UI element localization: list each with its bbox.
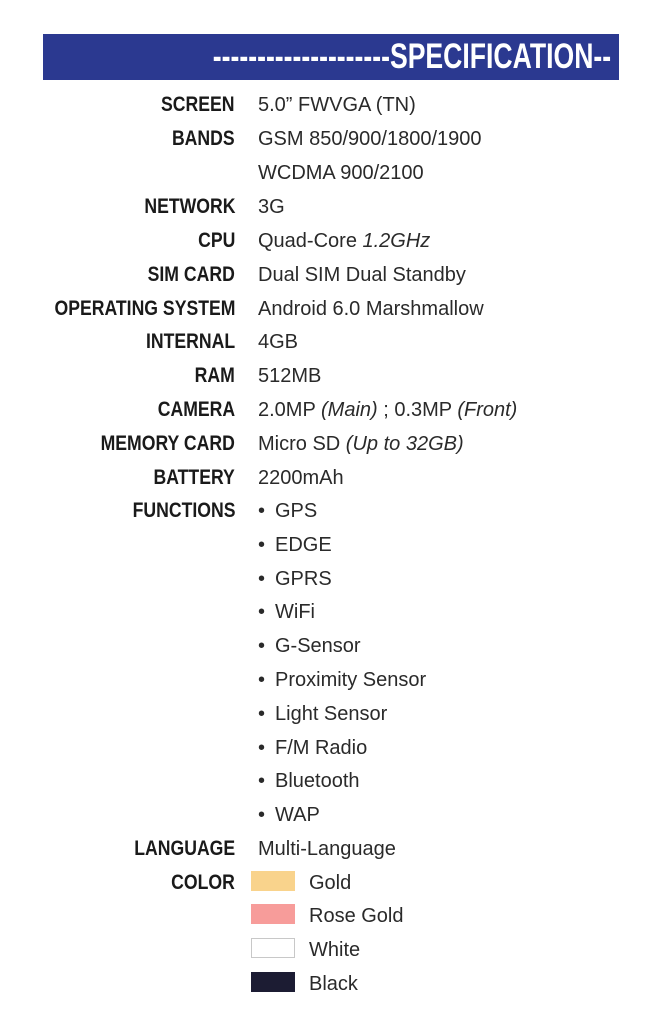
- function-name: G-Sensor: [275, 635, 361, 657]
- memory-card-type: Micro SD: [258, 433, 346, 455]
- bullet: •: [258, 669, 266, 691]
- function-item: [258, 566, 332, 592]
- spec-row-color: [0, 967, 661, 1001]
- front-camera-note: (Front): [457, 399, 518, 421]
- spec-label: COLOR: [171, 871, 235, 894]
- spec-row-language: [0, 832, 661, 866]
- spec-label: BANDS: [172, 127, 235, 150]
- spec-row-function: [0, 629, 661, 663]
- spec-value: [258, 228, 430, 254]
- function-name: GPS: [275, 500, 318, 522]
- bullet: •: [258, 737, 266, 759]
- spec-label: OPERATING SYSTEM: [54, 297, 235, 320]
- function-name: Proximity Sensor: [275, 669, 427, 691]
- color-swatch-white: [251, 938, 295, 958]
- spec-label: LANGUAGE: [134, 837, 235, 860]
- spec-row-function: [0, 731, 661, 765]
- function-item: [258, 633, 361, 659]
- function-name: Light Sensor: [275, 703, 388, 725]
- function-item: [258, 599, 315, 625]
- color-swatch-rose-gold: [251, 904, 295, 924]
- spec-value: WCDMA 900/2100: [258, 162, 424, 184]
- spec-row-camera: [0, 393, 661, 427]
- function-name: WiFi: [275, 601, 315, 623]
- spec-label: FUNCTIONS: [132, 499, 235, 522]
- spec-value: [258, 431, 464, 457]
- spec-value: 4GB: [258, 331, 299, 353]
- color-name: Gold: [309, 872, 352, 894]
- header-title: --------------------SPECIFICATION--: [212, 37, 611, 76]
- spec-value: 5.0” FWVGA (TN): [258, 94, 416, 116]
- spec-row-operating-system: [0, 292, 661, 326]
- function-name: GPRS: [275, 568, 332, 590]
- spec-row-cpu: [0, 224, 661, 258]
- color-name: White: [309, 939, 361, 961]
- spec-row-color: [0, 866, 661, 900]
- bullet: •: [258, 601, 266, 623]
- spec-row-bands-continued: [0, 156, 661, 190]
- bullet: •: [258, 770, 266, 792]
- spec-row-internal: [0, 325, 661, 359]
- spec-value: Dual SIM Dual Standby: [258, 264, 466, 286]
- function-item: [258, 667, 426, 693]
- spec-row-color: [0, 899, 661, 933]
- spec-label: SIM CARD: [147, 263, 235, 286]
- spec-row-sim-card: [0, 258, 661, 292]
- spec-row-function: [0, 697, 661, 731]
- spec-value: 3G: [258, 196, 285, 218]
- spec-label: INTERNAL: [145, 330, 235, 353]
- function-item: [258, 701, 387, 727]
- spec-label: RAM: [194, 364, 235, 387]
- spec-label: SCREEN: [161, 93, 235, 116]
- spec-label: NETWORK: [143, 195, 235, 218]
- cpu-type: Quad-Core: [258, 230, 363, 252]
- spec-value: Multi-Language: [258, 838, 396, 860]
- color-swatch-black: [251, 972, 295, 992]
- bullet: •: [258, 500, 266, 522]
- function-item: [258, 802, 320, 828]
- spec-label: CPU: [197, 229, 235, 252]
- color-name: Black: [309, 973, 358, 995]
- spec-row-memory-card: [0, 427, 661, 461]
- spec-row-ram: [0, 359, 661, 393]
- function-item: [258, 532, 332, 558]
- bullet: •: [258, 703, 266, 725]
- spec-row-screen: [0, 88, 661, 122]
- spec-value: 2200mAh: [258, 467, 344, 489]
- spec-value: Android 6.0 Marshmallow: [258, 298, 484, 320]
- spec-row-network: [0, 190, 661, 224]
- main-camera-value: 2.0MP: [258, 399, 321, 421]
- spec-row-color: [0, 933, 661, 967]
- spec-value: GSM 850/900/1800/1900: [258, 128, 482, 150]
- function-name: F/M Radio: [275, 737, 368, 759]
- memory-card-capacity: (Up to 32GB): [345, 433, 464, 455]
- spec-row-function: [0, 562, 661, 596]
- bullet: •: [258, 804, 266, 826]
- function-item: [258, 768, 360, 794]
- function-name: Bluetooth: [275, 770, 360, 792]
- color-swatch-gold: [251, 871, 295, 891]
- spec-label: MEMORY CARD: [100, 432, 235, 455]
- function-item: [258, 735, 367, 761]
- spec-row-functions: [0, 494, 661, 528]
- spec-row-function: [0, 528, 661, 562]
- front-camera-value: 0.3MP: [394, 399, 458, 421]
- spec-row-function: [0, 798, 661, 832]
- bullet: •: [258, 635, 266, 657]
- main-camera-note: (Main): [321, 399, 378, 421]
- color-name: Rose Gold: [309, 905, 404, 927]
- spec-row-function: [0, 764, 661, 798]
- function-name: EDGE: [275, 534, 332, 556]
- camera-separator: ;: [377, 399, 395, 421]
- spec-value: [258, 397, 517, 423]
- bullet: •: [258, 534, 266, 556]
- function-name: WAP: [275, 804, 320, 826]
- spec-value: 512MB: [258, 365, 322, 387]
- spec-row-bands: [0, 122, 661, 156]
- spec-row-battery: [0, 461, 661, 495]
- bullet: •: [258, 568, 266, 590]
- spec-row-function: [0, 663, 661, 697]
- function-item: [258, 498, 317, 524]
- cpu-speed: 1.2GHz: [362, 230, 431, 252]
- spec-row-function: [0, 595, 661, 629]
- specification-header: [43, 34, 619, 80]
- spec-label: BATTERY: [153, 466, 235, 489]
- spec-label: CAMERA: [157, 398, 235, 421]
